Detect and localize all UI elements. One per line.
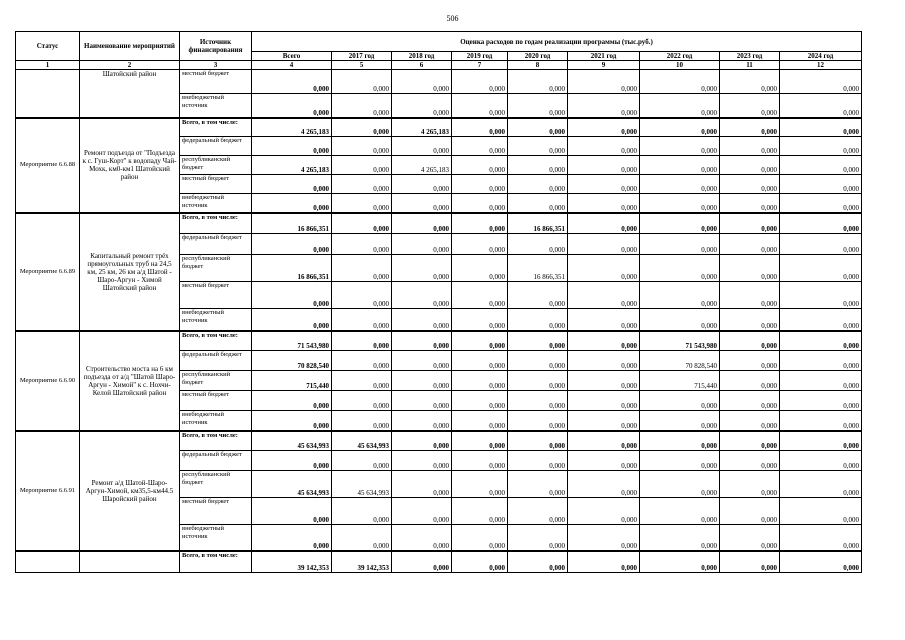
amount-cell: 0,000	[252, 175, 332, 194]
funding-source-cell: внебюджетный источник	[180, 194, 252, 213]
amount-cell: 0,000	[452, 137, 508, 156]
amount-cell: 0,000	[568, 234, 640, 255]
amount-cell: 0,000	[508, 137, 568, 156]
amount-cell: 0,000	[452, 118, 508, 137]
amount-cell: 0,000	[780, 156, 862, 175]
amount-cell: 0,000	[452, 331, 508, 351]
amount-cell: 0,000	[332, 156, 392, 175]
amount-cell: 39 142,353	[252, 551, 332, 573]
amount-cell: 0,000	[392, 175, 452, 194]
amount-cell: 0,000	[392, 94, 452, 118]
funding-source-cell: федеральный бюджет	[180, 234, 252, 255]
amount-cell: 0,000	[392, 371, 452, 391]
amount-cell: 715,440	[640, 371, 720, 391]
page-number: 506	[446, 14, 459, 23]
amount-cell: 0,000	[452, 309, 508, 331]
funding-source-cell: республиканский бюджет	[180, 255, 252, 282]
amount-cell: 0,000	[452, 411, 508, 431]
amount-cell: 0,000	[780, 213, 862, 234]
amount-cell: 0,000	[452, 498, 508, 525]
amount-cell: 0,000	[720, 137, 780, 156]
amount-cell: 0,000	[780, 175, 862, 194]
amount-cell: 0,000	[392, 471, 452, 498]
amount-cell: 0,000	[392, 391, 452, 411]
header-col-2021: 2021 год	[568, 52, 640, 61]
table-row	[16, 431, 862, 451]
header-col-2024: 2024 год	[780, 52, 862, 61]
amount-cell: 0,000	[780, 94, 862, 118]
activity-name-cell: Ремонт а/д Шатой-Шаро-Аргун-Химой, км35,5-км44.5 Шаройский район	[80, 431, 180, 551]
amount-cell: 0,000	[640, 213, 720, 234]
amount-cell: 0,000	[332, 213, 392, 234]
amount-cell: 0,000	[568, 371, 640, 391]
header-col-total: Всего	[252, 52, 332, 61]
amount-cell: 0,000	[720, 431, 780, 451]
table-row	[16, 213, 862, 234]
amount-cell: 0,000	[640, 451, 720, 471]
amount-cell: 0,000	[720, 471, 780, 498]
amount-cell: 0,000	[452, 551, 508, 573]
amount-cell: 0,000	[508, 234, 568, 255]
amount-cell: 0,000	[252, 451, 332, 471]
amount-cell: 0,000	[568, 94, 640, 118]
amount-cell: 0,000	[392, 213, 452, 234]
header-index-cell: 7	[452, 61, 508, 70]
amount-cell: 0,000	[332, 137, 392, 156]
table-row	[16, 551, 862, 573]
amount-cell: 0,000	[392, 331, 452, 351]
header-index-cell: 1	[16, 61, 80, 70]
amount-cell: 0,000	[568, 213, 640, 234]
amount-cell: 0,000	[392, 234, 452, 255]
amount-cell: 0,000	[780, 137, 862, 156]
table-row	[16, 331, 862, 351]
amount-cell: 70 828,540	[252, 351, 332, 371]
amount-cell: 0,000	[252, 309, 332, 331]
amount-cell: 0,000	[568, 451, 640, 471]
table-row	[16, 118, 862, 137]
amount-cell: 0,000	[332, 371, 392, 391]
header-index-cell: 12	[780, 61, 862, 70]
amount-cell: 45 634,993	[252, 471, 332, 498]
amount-cell: 0,000	[568, 156, 640, 175]
amount-cell: 0,000	[640, 194, 720, 213]
amount-cell: 0,000	[392, 498, 452, 525]
amount-cell: 0,000	[568, 331, 640, 351]
amount-cell: 0,000	[568, 391, 640, 411]
status-cell	[16, 551, 80, 573]
amount-cell: 0,000	[508, 94, 568, 118]
funding-source-cell: республиканский бюджет	[180, 156, 252, 175]
amount-cell: 0,000	[252, 194, 332, 213]
amount-cell: 0,000	[452, 282, 508, 309]
amount-cell: 0,000	[508, 451, 568, 471]
amount-cell: 16 866,351	[252, 213, 332, 234]
amount-cell: 0,000	[568, 309, 640, 331]
amount-cell: 0,000	[780, 331, 862, 351]
amount-cell: 0,000	[508, 156, 568, 175]
amount-cell: 0,000	[568, 471, 640, 498]
header-col-2022: 2022 год	[640, 52, 720, 61]
amount-cell: 0,000	[508, 471, 568, 498]
amount-cell: 0,000	[568, 175, 640, 194]
amount-cell: 0,000	[508, 411, 568, 431]
header-source: Источник финансирования	[180, 32, 252, 61]
amount-cell: 0,000	[452, 194, 508, 213]
amount-cell: 0,000	[780, 431, 862, 451]
amount-cell: 0,000	[392, 194, 452, 213]
funding-source-cell: местный бюджет	[180, 175, 252, 194]
amount-cell: 0,000	[332, 451, 392, 471]
funding-source-cell: республиканский бюджет	[180, 371, 252, 391]
amount-cell: 0,000	[332, 351, 392, 371]
amount-cell: 0,000	[568, 255, 640, 282]
amount-cell: 0,000	[392, 431, 452, 451]
amount-cell: 0,000	[720, 551, 780, 573]
amount-cell: 0,000	[640, 156, 720, 175]
amount-cell: 0,000	[640, 255, 720, 282]
status-cell: Мероприятие 6.6.88	[16, 118, 80, 213]
amount-cell: 0,000	[568, 351, 640, 371]
amount-cell: 0,000	[392, 255, 452, 282]
amount-cell: 0,000	[780, 391, 862, 411]
amount-cell: 0,000	[392, 451, 452, 471]
amount-cell: 0,000	[640, 309, 720, 331]
amount-cell: 0,000	[780, 498, 862, 525]
amount-cell: 45 634,993	[252, 431, 332, 451]
amount-cell: 0,000	[452, 451, 508, 471]
funding-source-cell: внебюджетный источник	[180, 411, 252, 431]
header-estimate: Оценка расходов по годам реализации программы (тыс.руб.)	[252, 32, 862, 52]
header-index-cell: 9	[568, 61, 640, 70]
amount-cell: 0,000	[392, 551, 452, 573]
amount-cell: 0,000	[640, 525, 720, 551]
amount-cell: 0,000	[720, 118, 780, 137]
amount-cell: 0,000	[332, 391, 392, 411]
amount-cell: 0,000	[392, 411, 452, 431]
header-index-cell: 2	[80, 61, 180, 70]
amount-cell: 0,000	[780, 451, 862, 471]
amount-cell: 0,000	[252, 525, 332, 551]
header-col-2018: 2018 год	[392, 52, 452, 61]
funding-source-cell: Всего, в том числе:	[180, 551, 252, 573]
amount-cell: 0,000	[720, 351, 780, 371]
amount-cell: 0,000	[720, 309, 780, 331]
header-name: Наименование мероприятий	[80, 32, 180, 61]
header-index-cell: 5	[332, 61, 392, 70]
amount-cell: 0,000	[780, 371, 862, 391]
amount-cell: 0,000	[332, 309, 392, 331]
amount-cell: 0,000	[640, 498, 720, 525]
amount-cell: 0,000	[640, 411, 720, 431]
amount-cell: 0,000	[508, 431, 568, 451]
amount-cell: 0,000	[720, 94, 780, 118]
amount-cell: 0,000	[452, 213, 508, 234]
amount-cell: 0,000	[508, 309, 568, 331]
amount-cell: 0,000	[640, 431, 720, 451]
amount-cell: 0,000	[640, 234, 720, 255]
amount-cell: 0,000	[720, 525, 780, 551]
header-index-cell: 4	[252, 61, 332, 70]
amount-cell: 0,000	[508, 498, 568, 525]
amount-cell: 0,000	[640, 175, 720, 194]
amount-cell: 0,000	[568, 498, 640, 525]
amount-cell: 0,000	[568, 431, 640, 451]
amount-cell: 0,000	[640, 282, 720, 309]
header-index-cell: 11	[720, 61, 780, 70]
funding-source-cell: местный бюджет	[180, 498, 252, 525]
amount-cell: 0,000	[640, 94, 720, 118]
amount-cell: 0,000	[720, 213, 780, 234]
amount-cell: 0,000	[640, 551, 720, 573]
activity-name-cell: Строительство моста на 6 км подъезда от а/д "Шатой Шаро-Аргун - Химой" к с. Нохчи-Келой Шатойский район	[80, 331, 180, 431]
amount-cell: 0,000	[508, 118, 568, 137]
amount-cell: 0,000	[720, 194, 780, 213]
amount-cell: 0,000	[508, 70, 568, 94]
amount-cell: 0,000	[332, 411, 392, 431]
amount-cell: 0,000	[780, 194, 862, 213]
amount-cell: 0,000	[568, 137, 640, 156]
amount-cell: 4 265,183	[252, 118, 332, 137]
amount-cell: 0,000	[332, 525, 392, 551]
header-index-cell: 3	[180, 61, 252, 70]
funding-source-cell: внебюджетный источник	[180, 94, 252, 118]
amount-cell: 0,000	[252, 498, 332, 525]
header-index-cell: 10	[640, 61, 720, 70]
amount-cell: 0,000	[252, 411, 332, 431]
amount-cell: 0,000	[392, 70, 452, 94]
amount-cell: 39 142,353	[332, 551, 392, 573]
amount-cell: 0,000	[568, 194, 640, 213]
amount-cell: 0,000	[452, 70, 508, 94]
header-index-cell: 8	[508, 61, 568, 70]
amount-cell: 0,000	[452, 391, 508, 411]
header-status: Статус	[16, 32, 80, 61]
amount-cell: 0,000	[508, 175, 568, 194]
amount-cell: 0,000	[508, 391, 568, 411]
amount-cell: 0,000	[452, 371, 508, 391]
header-col-2019: 2019 год	[452, 52, 508, 61]
amount-cell: 0,000	[508, 525, 568, 551]
amount-cell: 0,000	[452, 94, 508, 118]
amount-cell: 0,000	[332, 118, 392, 137]
status-cell: Мероприятие 6.6.89	[16, 213, 80, 331]
amount-cell: 0,000	[252, 234, 332, 255]
amount-cell: 0,000	[640, 391, 720, 411]
amount-cell: 0,000	[452, 175, 508, 194]
funding-source-cell: местный бюджет	[180, 391, 252, 411]
amount-cell: 0,000	[252, 137, 332, 156]
amount-cell: 71 543,980	[252, 331, 332, 351]
amount-cell: 0,000	[720, 371, 780, 391]
funding-source-cell: местный бюджет	[180, 282, 252, 309]
budget-table	[15, 31, 862, 573]
amount-cell: 0,000	[720, 451, 780, 471]
funding-source-cell: федеральный бюджет	[180, 351, 252, 371]
amount-cell: 0,000	[568, 282, 640, 309]
amount-cell: 0,000	[252, 282, 332, 309]
amount-cell: 0,000	[508, 282, 568, 309]
amount-cell: 0,000	[720, 70, 780, 94]
amount-cell: 0,000	[332, 282, 392, 309]
amount-cell: 71 543,980	[640, 331, 720, 351]
funding-source-cell: внебюджетный источник	[180, 309, 252, 331]
amount-cell: 0,000	[392, 351, 452, 371]
amount-cell: 0,000	[720, 331, 780, 351]
amount-cell: 0,000	[780, 309, 862, 331]
amount-cell: 0,000	[392, 525, 452, 551]
funding-source-cell: Всего, в том числе:	[180, 213, 252, 234]
amount-cell: 0,000	[452, 156, 508, 175]
amount-cell: 0,000	[568, 525, 640, 551]
amount-cell: 0,000	[720, 156, 780, 175]
amount-cell: 0,000	[720, 411, 780, 431]
amount-cell: 16 866,351	[252, 255, 332, 282]
amount-cell: 70 828,540	[640, 351, 720, 371]
amount-cell: 0,000	[392, 282, 452, 309]
amount-cell: 0,000	[780, 351, 862, 371]
funding-source-cell: внебюджетный источник	[180, 525, 252, 551]
amount-cell: 0,000	[332, 194, 392, 213]
amount-cell: 45 634,993	[332, 431, 392, 451]
amount-cell: 0,000	[780, 255, 862, 282]
amount-cell: 0,000	[640, 471, 720, 498]
header-col-2020: 2020 год	[508, 52, 568, 61]
amount-cell: 4 265,183	[252, 156, 332, 175]
funding-source-cell: республиканский бюджет	[180, 471, 252, 498]
amount-cell: 0,000	[252, 391, 332, 411]
header-index-cell: 6	[392, 61, 452, 70]
header-col-2023: 2023 год	[720, 52, 780, 61]
amount-cell: 16 866,351	[508, 213, 568, 234]
amount-cell: 0,000	[452, 255, 508, 282]
amount-cell: 0,000	[640, 137, 720, 156]
amount-cell: 0,000	[452, 525, 508, 551]
status-cell: Мероприятие 6.6.90	[16, 331, 80, 431]
amount-cell: 16 866,351	[508, 255, 568, 282]
funding-source-cell: местный бюджет	[180, 70, 252, 94]
amount-cell: 0,000	[508, 351, 568, 371]
table-row	[16, 70, 862, 94]
activity-name-cell	[80, 551, 180, 573]
amount-cell: 0,000	[452, 431, 508, 451]
amount-cell: 0,000	[508, 551, 568, 573]
amount-cell: 0,000	[508, 371, 568, 391]
status-cell	[16, 70, 80, 118]
amount-cell: 0,000	[508, 331, 568, 351]
amount-cell: 0,000	[720, 498, 780, 525]
amount-cell: 0,000	[780, 70, 862, 94]
amount-cell: 0,000	[332, 175, 392, 194]
funding-source-cell: Всего, в том числе:	[180, 431, 252, 451]
amount-cell: 0,000	[332, 94, 392, 118]
amount-cell: 0,000	[568, 118, 640, 137]
amount-cell: 0,000	[720, 391, 780, 411]
amount-cell: 0,000	[780, 282, 862, 309]
amount-cell: 0,000	[640, 118, 720, 137]
funding-source-cell: федеральный бюджет	[180, 137, 252, 156]
activity-name-cell: Капитальный ремонт трёх прямоугольных труб на 24,5 км, 25 км, 26 км а/д Шатой - Шаро-Аргун - Химой Шатойский район	[80, 213, 180, 331]
activity-name-cell: Шатойский район	[80, 70, 180, 118]
amount-cell: 0,000	[332, 331, 392, 351]
amount-cell: 0,000	[252, 70, 332, 94]
amount-cell: 0,000	[452, 351, 508, 371]
amount-cell: 0,000	[508, 194, 568, 213]
amount-cell: 4 265,183	[392, 156, 452, 175]
amount-cell: 0,000	[780, 411, 862, 431]
header-col-2017: 2017 год	[332, 52, 392, 61]
amount-cell: 0,000	[252, 94, 332, 118]
amount-cell: 0,000	[720, 282, 780, 309]
amount-cell: 0,000	[780, 525, 862, 551]
amount-cell: 45 634,993	[332, 471, 392, 498]
amount-cell: 0,000	[568, 411, 640, 431]
amount-cell: 0,000	[392, 137, 452, 156]
amount-cell: 0,000	[568, 551, 640, 573]
funding-source-cell: Всего, в том числе:	[180, 331, 252, 351]
header-index-row	[16, 61, 862, 70]
amount-cell: 0,000	[780, 118, 862, 137]
amount-cell: 0,000	[720, 255, 780, 282]
amount-cell: 0,000	[568, 70, 640, 94]
amount-cell: 0,000	[720, 175, 780, 194]
amount-cell: 0,000	[332, 498, 392, 525]
status-cell: Мероприятие 6.6.91	[16, 431, 80, 551]
amount-cell: 4 265,183	[392, 118, 452, 137]
amount-cell: 0,000	[780, 471, 862, 498]
amount-cell: 0,000	[332, 234, 392, 255]
amount-cell: 0,000	[780, 234, 862, 255]
amount-cell: 0,000	[332, 255, 392, 282]
amount-cell: 0,000	[392, 309, 452, 331]
funding-source-cell: федеральный бюджет	[180, 451, 252, 471]
funding-source-cell: Всего, в том числе:	[180, 118, 252, 137]
amount-cell: 0,000	[332, 70, 392, 94]
amount-cell: 715,440	[252, 371, 332, 391]
amount-cell: 0,000	[452, 471, 508, 498]
activity-name-cell: Ремонт подъезда от "Подъезда к с. Гуш-Корт" к водопаду Чай-Мохк, км0-км1 Шатойский район	[80, 118, 180, 213]
amount-cell: 0,000	[720, 234, 780, 255]
amount-cell: 0,000	[640, 70, 720, 94]
amount-cell: 0,000	[780, 551, 862, 573]
amount-cell: 0,000	[452, 234, 508, 255]
